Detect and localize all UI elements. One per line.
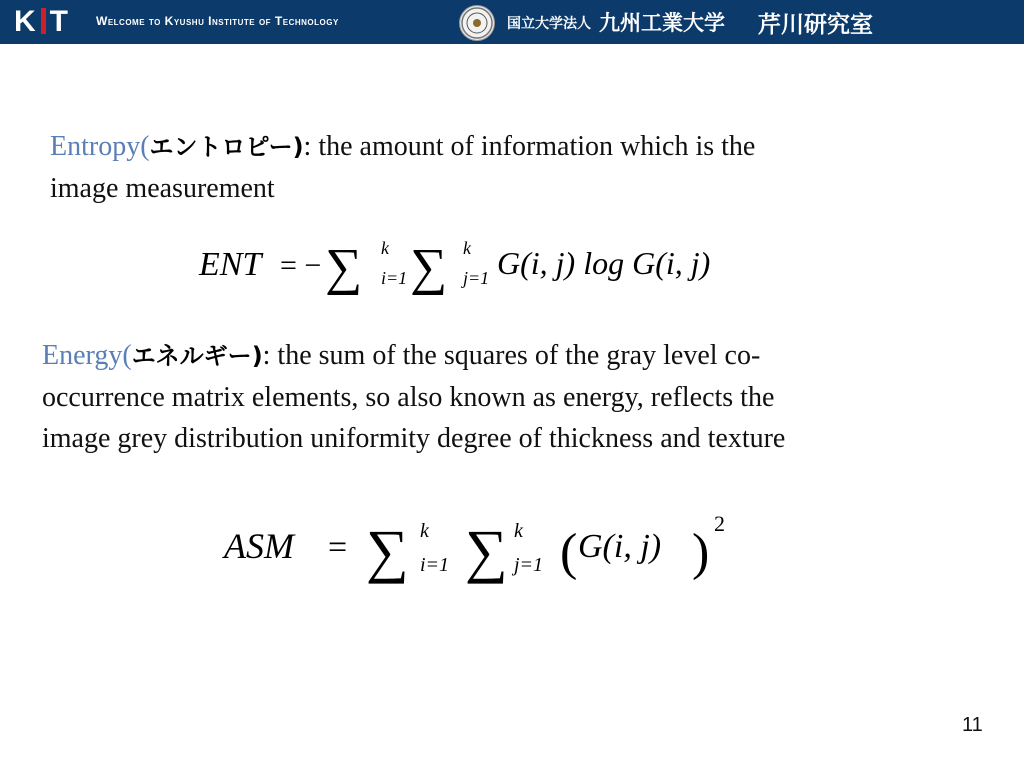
energy-term-jp: エネルギー [131,342,252,370]
ent-sum1-sub: i=1 [381,268,408,288]
entropy-description-line2: image measurement [50,173,275,204]
energy-term-close: ) [251,342,263,370]
ent-sum2-sub: j=1 [463,268,490,288]
entropy-term: Entropy( [50,131,150,162]
kit-logo-red-bar [41,8,46,34]
asm-formula [220,505,760,600]
university-prefix: 国立大学法人 [507,16,591,32]
ent-lhs: ENT [199,246,262,283]
asm-sum1-sup: k [420,520,429,542]
asm-sum2-icon: ∑ [465,518,508,584]
ent-sum2-icon: ∑ [410,239,448,296]
ent-sum1-icon: ∑ [325,239,363,296]
asm-close-paren-icon: ) [692,524,710,581]
asm-lhs: ASM [224,526,294,566]
entropy-paragraph [50,126,990,209]
header-banner [0,0,1024,44]
entropy-formula [195,228,775,303]
welcome-text: Welcome to Kyushu Institute of Technology [96,14,339,28]
page-number: 11 [962,714,983,736]
energy-description: : the sum of the squares of the gray level co- [262,340,761,371]
asm-sum1-icon: ∑ [366,518,409,584]
energy-paragraph [42,335,1002,459]
asm-power: 2 [714,511,725,536]
energy-description-line2: occurrence matrix elements, so also known as energy, reflects the [42,382,775,413]
energy-term: Energy( [42,340,132,371]
kit-logo-letter-k: K [14,5,38,38]
asm-sum1-sub: i=1 [420,554,450,576]
university-seal-icon [459,5,495,41]
ent-eq: = − [280,249,322,282]
ent-body: G(i, j) log G(i, j) [497,245,711,281]
asm-sum2-sup: k [514,520,523,542]
asm-body: G(i, j) [578,528,662,565]
asm-open-paren-icon: ( [560,524,578,581]
kit-logo-letter-t: T [49,5,70,38]
lab-name: 芹川研究室 [758,12,873,38]
energy-description-line3: image grey distribution uniformity degree of thickness and texture [42,423,786,454]
ent-sum2-sup: k [463,238,471,258]
asm-sum2-sub: j=1 [514,554,544,576]
entropy-term-jp: エントロピー [149,133,293,161]
entropy-term-close: ) [292,133,304,161]
ent-sum1-sup: k [381,238,389,258]
university-name: 九州工業大学 [599,11,725,35]
kit-logo[interactable] [14,6,70,38]
asm-eq: = [328,529,348,566]
entropy-description: : the amount of information which is the [303,131,756,162]
